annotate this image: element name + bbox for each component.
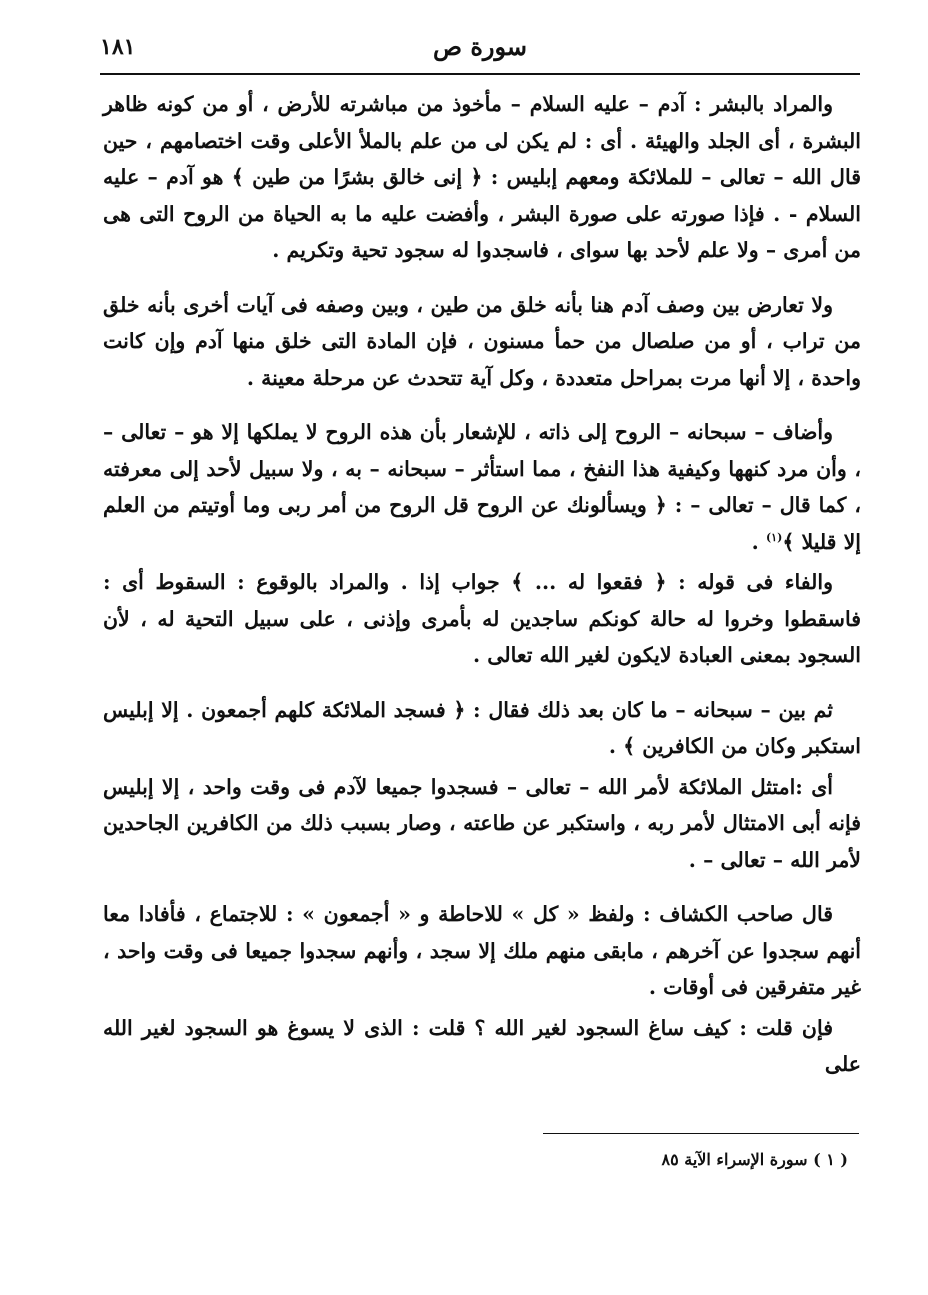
paragraph-8: فإن قلت : كيف ساغ السجود لغير الله ؟ قلت : الذى لا يسوغ هو السجود لغير الله على bbox=[103, 1015, 861, 1076]
footnote: ( ١ ) سورة الإسراء الآية ٨٥ bbox=[661, 1150, 848, 1169]
footnote-divider bbox=[543, 1133, 859, 1134]
paragraph-3-end: . bbox=[751, 529, 766, 554]
header-divider bbox=[100, 73, 860, 75]
paragraph-2: ولا تعارض بين وصف آدم هنا بأنه خلق من طين ، وبين وصفه فى آيات أخرى بأنه خلق من تراب ، أو من صلصال من حمأ مسنون ، فإن المادة التى خلق منها آدم وإن كانت واحدة ، إلا أنها مرت بمراحل متعددة ، وكل آية تتحدث عن مرحلة معينة . bbox=[103, 292, 861, 390]
footnote-marker: (١) bbox=[765, 530, 783, 544]
paragraph-3-text: وأضاف – سبحانه – الروح إلى ذاته ، للإشعار بأن هذه الروح لا يملكها إلا هو – تعالى – ، وأن مرد كنهها وكيفية هذا النفخ ، مما استأثر – سبحانه – به ، ولا سبيل لأحد إلى معرفته ، كما قال – تعالى – : ﴿ ويسألونك عن الروح قل الروح من أمر ربى وما أوتيتم من العلم إلا قليلا ﴾ bbox=[103, 420, 861, 554]
page-body bbox=[103, 86, 861, 1083]
paragraph-1: والمراد بالبشر : آدم – عليه السلام – مأخوذ من مباشرته للأرض ، أو من كونه ظاهر البشرة ، أى الجلد والهيئة . أى : لم يكن لى من علم بالملأ الأعلى وقت اختصامهم ، حين قال الله – تعالى – للملائكة ومعهم إبليس : ﴿ إنى خالق بشرًا من طين ﴾ هو آدم – عليه السلام ‐ . فإذا صورته على صورة البشر ، وأفضت عليه ما به الحياة من الروح التى هى من أمرى – ولا علم لأحد بها سواى ، فاسجدوا له سجود تحية وتكريم . bbox=[103, 92, 861, 262]
surah-title: سورة ص bbox=[432, 32, 528, 61]
paragraph-5: ثم بين – سبحانه – ما كان بعد ذلك فقال : ﴿ فسجد الملائكة كلهم أجمعون . إلا إبليس استكبر وكان من الكافرين ﴾ . bbox=[103, 697, 861, 758]
paragraph-6: أى :امتثل الملائكة لأمر الله – تعالى – فسجدوا جميعا لآدم فى وقت واحد ، إلا إبليس فإنه أبى الامتثال لأمر ربه ، واستكبر عن طاعته ، وصار بسبب ذلك من الكافرين الجاحدين لأمر الله – تعالى – . bbox=[103, 774, 861, 872]
paragraph-3 bbox=[103, 414, 861, 560]
paragraph-7: قال صاحب الكشاف : ولفظ « كل » للاحاطة و « أجمعون » : للاجتماع ، فأفادا معا أنهم سجدوا عن آخرهم ، مابقى منهم ملك إلا سجد ، وأنهم سجدوا جميعا فى وقت واحد ، غير متفرقين فى أوقات . bbox=[103, 902, 861, 999]
page-header bbox=[100, 30, 860, 70]
paragraph-4: والفاء فى قوله : ﴿ فقعوا له ... ﴾ جواب إذا . والمراد بالوقوع : السقوط أى : فاسقطوا وخروا له حالة كونكم ساجدين له بأمرى وإذنى ، على سبيل التحية له ، لأن السجود بمعنى العبادة لايكون لغير الله تعالى . bbox=[103, 570, 861, 667]
page-number: ١٨١ bbox=[100, 34, 136, 60]
